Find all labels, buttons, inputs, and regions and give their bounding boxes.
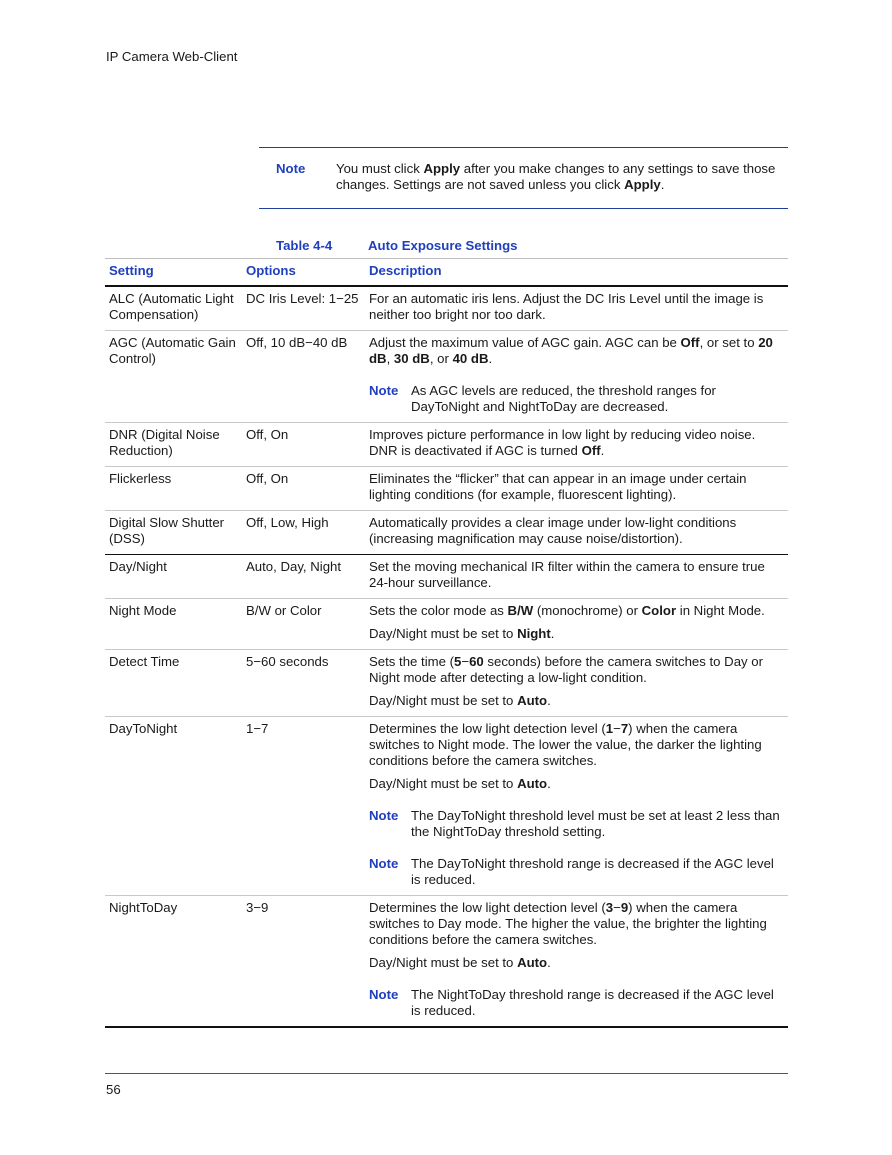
page-number: 56 (106, 1082, 121, 1097)
table-row (105, 599, 788, 650)
options-cell: Auto, Day, Night (242, 555, 365, 599)
description-text: Determines the low light detection level (1−7) when the camera switches to Night mode. The lower the value, the darker the lighting conditions before the camera switches. (369, 721, 762, 768)
inline-note-label: Note (369, 383, 399, 398)
table-row (105, 896, 788, 1028)
options-cell: Off, 10 dB−40 dB (242, 331, 365, 423)
apply-term: Apply (423, 161, 461, 176)
header-options: Options (242, 259, 365, 287)
options-cell: 3−9 (242, 896, 365, 1028)
inline-note (369, 808, 784, 840)
description-cell: Improves picture performance in low light by reducing video noise. DNR is deactivated if AGC is turned Off. (365, 423, 788, 467)
options-cell: B/W or Color (242, 599, 365, 650)
requirement-text: Day/Night must be set to Auto. (369, 776, 551, 791)
header-description: Description (365, 259, 788, 287)
setting-cell: Night Mode (105, 599, 242, 650)
requirement-text: Day/Night must be set to Night. (369, 626, 555, 641)
table-row (105, 423, 788, 467)
table-row (105, 555, 788, 599)
description-cell: Automatically provides a clear image under low-light conditions (increasing magnification may cause noise/distortion). (365, 511, 788, 555)
options-cell: 1−7 (242, 717, 365, 896)
inline-note-text: The NightToDay threshold range is decreased if the AGC level is reduced. (411, 987, 774, 1018)
inline-note-label: Note (369, 987, 399, 1002)
options-cell: 5−60 seconds (242, 650, 365, 717)
note-box (259, 147, 788, 209)
inline-note (369, 856, 784, 888)
header-setting: Setting (105, 259, 242, 287)
inline-note-text: The DayToNight threshold level must be set at least 2 less than the NightToDay threshold setting. (411, 808, 780, 839)
setting-cell: DayToNight (105, 717, 242, 896)
setting-cell: DNR (Digital Noise Reduction) (105, 423, 242, 467)
note-text: You must click Apply after you make changes to any settings to save those changes. Settings are not saved unless you click Apply. (336, 161, 776, 192)
description-cell (365, 896, 788, 1028)
description-text: Adjust the maximum value of AGC gain. AGC can be Off, or set to 20 dB, 30 dB, or 40 dB. (369, 335, 773, 366)
table-row (105, 511, 788, 555)
table-row (105, 467, 788, 511)
running-header: IP Camera Web-Client (106, 49, 238, 64)
setting-cell: Flickerless (105, 467, 242, 511)
description-cell (365, 599, 788, 650)
setting-cell: Detect Time (105, 650, 242, 717)
setting-cell: Digital Slow Shutter (DSS) (105, 511, 242, 555)
inline-note (369, 987, 784, 1019)
description-cell (365, 717, 788, 896)
requirement-text: Day/Night must be set to Auto. (369, 693, 551, 708)
table-row (105, 286, 788, 331)
inline-note-text: As AGC levels are reduced, the threshold ranges for DayToNight and NightToDay are decreased. (411, 383, 716, 414)
setting-cell: ALC (Automatic Light Compensation) (105, 286, 242, 331)
description-text: Sets the color mode as B/W (monochrome) or Color in Night Mode. (369, 603, 765, 618)
options-cell: Off, On (242, 423, 365, 467)
table-row (105, 717, 788, 896)
table-number: Table 4-4 (276, 238, 333, 253)
description-cell (365, 331, 788, 423)
requirement-text: Day/Night must be set to Auto. (369, 955, 551, 970)
setting-cell: Day/Night (105, 555, 242, 599)
table-caption (276, 238, 518, 254)
options-cell: Off, Low, High (242, 511, 365, 555)
table-header-row (105, 259, 788, 287)
description-cell (365, 650, 788, 717)
description-cell: Set the moving mechanical IR filter within the camera to ensure true 24-hour surveillance. (365, 555, 788, 599)
description-cell: For an automatic iris lens. Adjust the DC Iris Level until the image is neither too bright nor too dark. (365, 286, 788, 331)
table-row (105, 650, 788, 717)
setting-cell: NightToDay (105, 896, 242, 1028)
inline-note-label: Note (369, 856, 399, 871)
inline-note-text: The DayToNight threshold range is decreased if the AGC level is reduced. (411, 856, 774, 887)
note-label: Note (276, 161, 306, 176)
description-text: Sets the time (5−60 seconds) before the camera switches to Day or Night mode after detecting a low-light condition. (369, 654, 764, 685)
table-title: Auto Exposure Settings (368, 238, 518, 253)
footer-rule (105, 1073, 788, 1074)
setting-cell: AGC (Automatic Gain Control) (105, 331, 242, 423)
inline-note-label: Note (369, 808, 399, 823)
description-text: Determines the low light detection level (3−9) when the camera switches to Day mode. The higher the value, the brighter the lighting conditions before the camera switches. (369, 900, 767, 947)
apply-term: Apply (624, 177, 661, 192)
description-cell: Eliminates the “flicker” that can appear in an image under certain lighting conditions (for example, fluorescent lighting). (365, 467, 788, 511)
auto-exposure-table (105, 258, 788, 1028)
table-row (105, 331, 788, 423)
options-cell: DC Iris Level: 1−25 (242, 286, 365, 331)
options-cell: Off, On (242, 467, 365, 511)
inline-note (369, 383, 784, 415)
